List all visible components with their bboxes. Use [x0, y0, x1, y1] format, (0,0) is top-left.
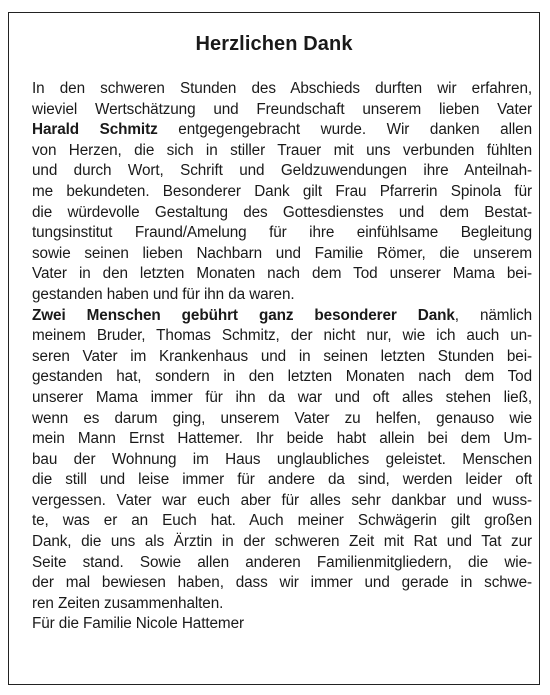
body-line: Vater in den letzten Monaten nach dem Tod unserer Mama bei-	[32, 265, 532, 283]
body-line: te, was er an Euch hat. Auch meiner Schwägerin gilt großen	[32, 512, 532, 530]
body-line: gestanden hat, sondern in den letzten Monaten nach dem Tod	[32, 368, 532, 386]
body-line: tungsinstitut Fraund/Amelung für ihre einfühlsame Begleitung	[32, 224, 532, 242]
signature-line: Für die Familie Nicole Hattemer	[32, 615, 244, 633]
body-line: In den schweren Stunden des Abschieds durften wir erfahren,	[32, 80, 532, 97]
body-line: sowie seinen lieben Nachbarn und Familie Römer, die unserem	[32, 244, 532, 262]
notice-body	[32, 79, 532, 635]
body-line: meinem Bruder, Thomas Schmitz, der nicht nur, wie ich auch un-	[32, 327, 532, 345]
body-line: die würdevolle Gestaltung des Gottesdienstes und dem Bestat-	[32, 203, 532, 221]
notice-frame	[8, 12, 540, 685]
body-line: und durch Wort, Schrift und Geldzuwendungen ihre Anteilnah-	[32, 162, 532, 180]
body-line: gestanden haben und für ihn da waren.	[32, 285, 295, 303]
body-line: Harald Schmitz entgegengebracht wurde. Wir danken allen	[32, 121, 532, 139]
special-thanks-heading: Zwei Menschen gebührt ganz besonderer Dank	[32, 306, 455, 324]
body-line: Dank, die uns als Ärztin in der schweren Zeit mit Rat und Tat zur	[32, 533, 532, 551]
body-line: wenn es darum ging, unserem Vater zu helfen, genauso wie	[32, 409, 532, 427]
body-line: Seite stand. Sowie allen anderen Familienmitgliedern, die wie-	[32, 553, 532, 571]
body-line: Zwei Menschen gebührt ganz besonderer Dank, nämlich	[32, 306, 532, 324]
body-line: vergessen. Vater war euch aber für alles sehr dankbar und wuss-	[32, 491, 532, 509]
body-line: der mal bewiesen haben, dass wir immer und gerade in schwe-	[32, 574, 532, 592]
body-line: ren Zeiten zusammenhalten.	[32, 594, 224, 612]
body-line: seren Vater im Krankenhaus und in seinen letzten Stunden bei-	[32, 347, 532, 365]
body-line: me bekundeten. Besonderer Dank gilt Frau Pfarrerin Spinola für	[32, 182, 532, 200]
body-line: mein Mann Ernst Hattemer. Ihr beide habt allein bei dem Um-	[32, 430, 532, 448]
notice-title: Herzlichen Dank	[195, 33, 353, 55]
body-line: von Herzen, die sich in stiller Trauer mit uns verbunden fühlten	[32, 141, 532, 159]
body-line: unserer Mama immer für ihn da war und oft alles stehen ließ,	[32, 388, 532, 406]
body-line: die still und leise immer für andere da sind, werden leider oft	[32, 471, 532, 489]
deceased-name: Harald Schmitz	[32, 121, 158, 139]
body-line: bau der Wohnung im Haus unglaubliches geleistet. Menschen	[32, 450, 532, 468]
body-line: wieviel Wertschätzung und Freundschaft unserem lieben Vater	[32, 100, 532, 118]
